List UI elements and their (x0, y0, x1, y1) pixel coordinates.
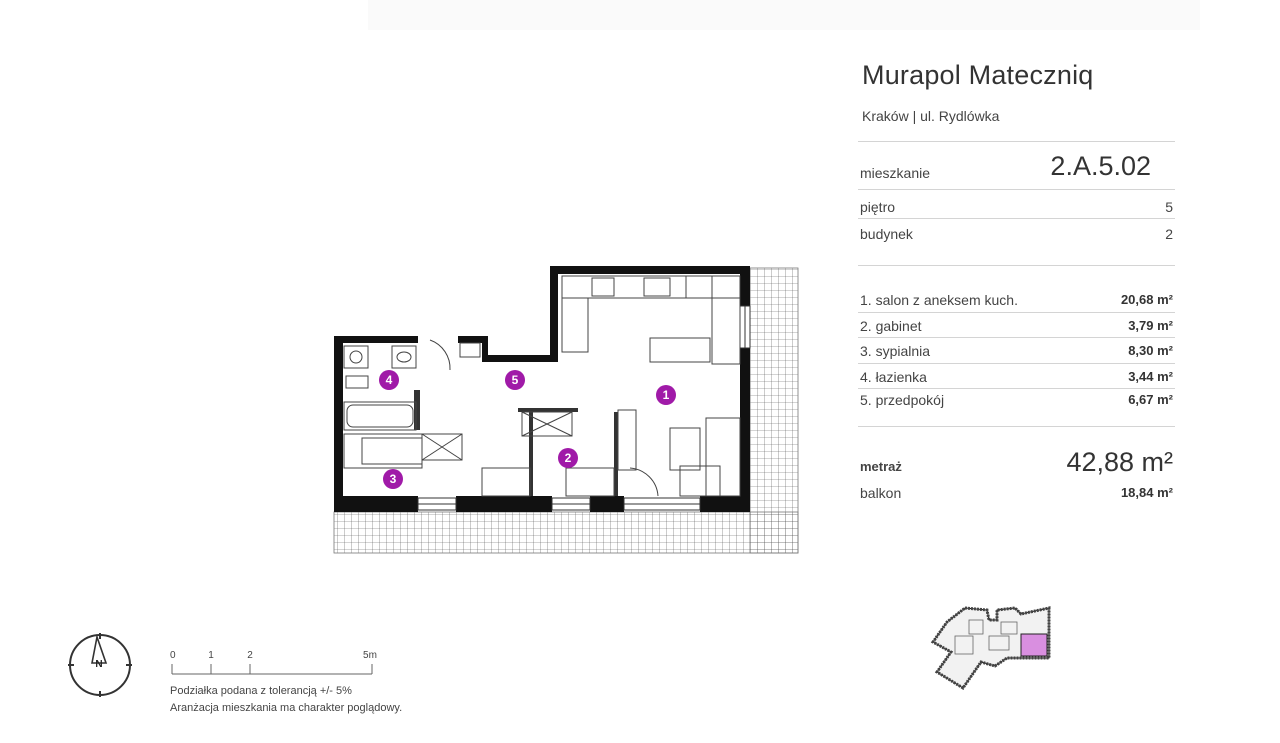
scale-tick-label: 1 (208, 650, 214, 661)
scale-tick-label: 2 (247, 650, 253, 661)
arrangement-note: Aranżacja mieszkania ma charakter poglądowy. (170, 702, 403, 714)
balcony-area: 18,84 m² (1120, 485, 1173, 500)
balcony-terrace-south (334, 512, 798, 553)
room-label: 2. gabinet (860, 318, 922, 334)
compass-north-label: N (95, 659, 103, 670)
room-area: 3,79 m² (1128, 318, 1173, 333)
divider (858, 265, 1175, 266)
room-label: 1. salon z aneksem kuch. (860, 292, 1018, 308)
total-area: 42,88 m² (1066, 447, 1173, 477)
room-marker-label: 5 (511, 373, 519, 387)
room-label: 3. sypialnia (860, 343, 931, 359)
room-marker-label: 4 (385, 373, 393, 387)
project-address: Kraków | ul. Rydlówka (862, 108, 1000, 124)
room-label: 5. przedpokój (860, 392, 945, 408)
room-area: 8,30 m² (1128, 343, 1173, 358)
top-band (368, 0, 1200, 30)
divider (858, 337, 1175, 338)
balcony-terrace-east (750, 268, 798, 553)
room-area: 20,68 m² (1120, 292, 1173, 307)
floor-plan (330, 262, 810, 572)
divider (858, 388, 1175, 389)
divider (858, 218, 1175, 219)
floor-label: piętro (860, 199, 896, 215)
total-area-label: metraż (860, 459, 902, 474)
project-title: Murapol Mateczniq (862, 60, 1094, 90)
divider (858, 363, 1175, 364)
building-label: budynek (860, 226, 913, 242)
compass-icon (66, 631, 134, 699)
divider (858, 426, 1175, 427)
scale-tolerance-note: Podziałka podana z tolerancją +/- 5% (170, 685, 352, 697)
divider (858, 189, 1175, 190)
room-label: 4. łazienka (860, 369, 927, 385)
scale-tick-label: 5m (363, 650, 377, 661)
scale-tick-label: 0 (170, 650, 176, 661)
divider (858, 141, 1175, 142)
keyplan-highlight (1021, 634, 1047, 656)
room-area: 6,67 m² (1128, 392, 1173, 407)
apartment-number: 2.A.5.02 (1050, 151, 1151, 181)
apartment-number-label: mieszkanie (860, 165, 931, 181)
building-value: 2 (1165, 226, 1173, 242)
scale-bar (166, 646, 386, 676)
room-marker-label: 3 (389, 472, 397, 486)
room-area: 3,44 m² (1128, 369, 1173, 384)
balcony-label: balkon (860, 485, 902, 501)
room-marker-label: 1 (662, 388, 670, 402)
room-marker-label: 2 (564, 451, 572, 465)
floor-value: 5 (1165, 199, 1173, 215)
divider (858, 312, 1175, 313)
building-keyplan (925, 600, 1055, 690)
